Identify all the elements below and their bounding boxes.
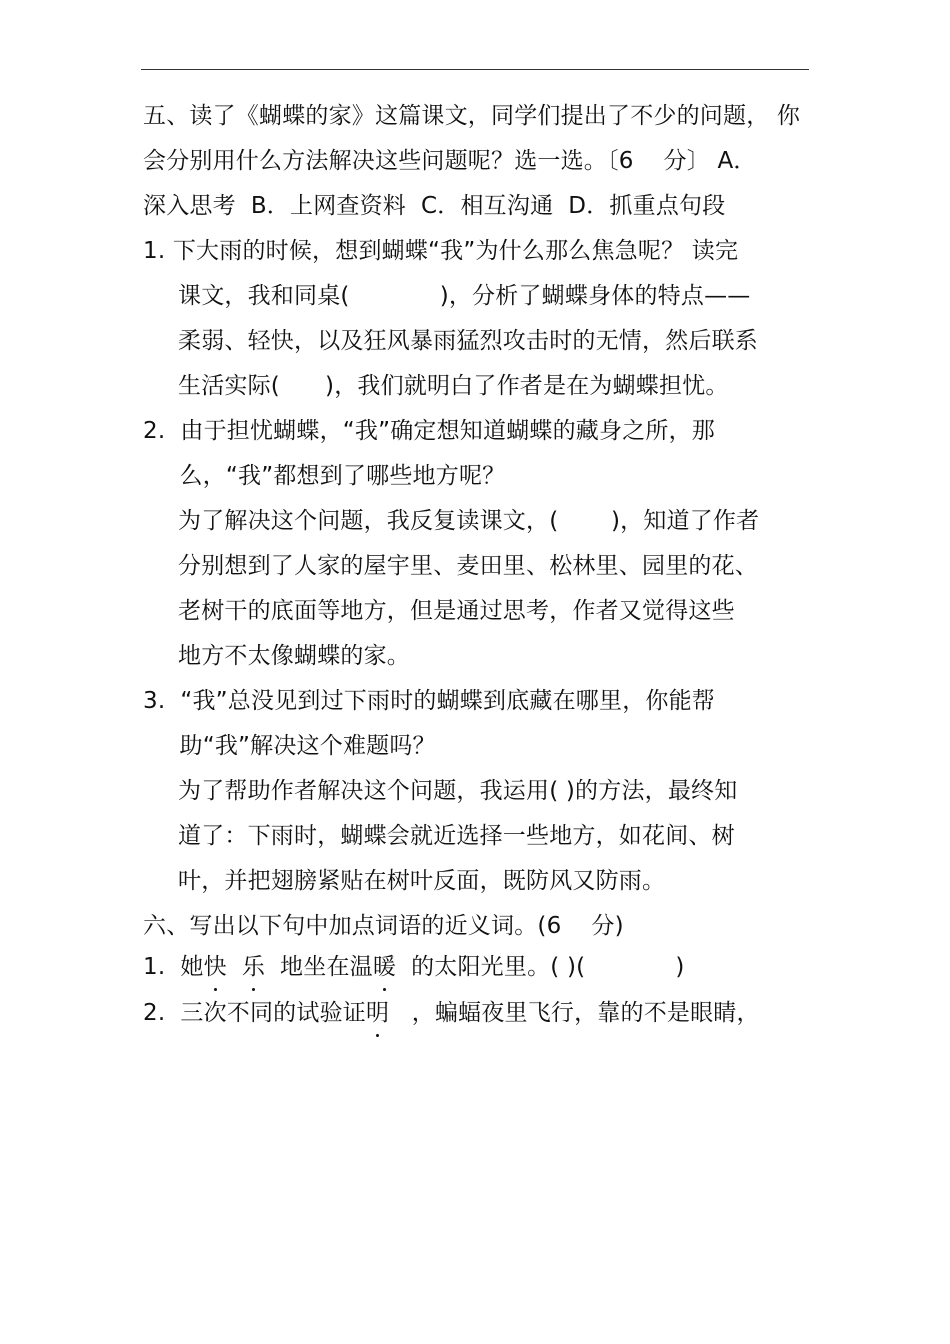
q1-line-1: 1. 下大雨的时候，想到蝴蝶“我”为什么那么焦急呢？ 读完 (143, 238, 739, 264)
q2-line-6: 地方不太像蝴蝶的家。 (178, 643, 410, 669)
s6-q1-suffix: 的太阳光里。( )( ) (396, 954, 685, 980)
q2-line-1: 2. 由于担忧蝴蝶，“我”确定想知道蝴蝶的藏身之所，那 (143, 418, 715, 444)
q3-line-3: 为了帮助作者解决这个问题，我运用( )的方法，最终知 (178, 778, 738, 804)
q3-line-4: 道了：下雨时，蝴蝶会就近选择一些地方，如花间、树 (178, 823, 735, 849)
section5-line-2: 会分别用什么方法解决这些问题呢？选一选。〔6 分〕 A． (143, 148, 757, 174)
dotted-char-kuai: 快 (203, 954, 227, 980)
q3-line-1: 3. “我”总没见到过下雨时的蝴蝶到底藏在哪里，你能帮 (143, 688, 715, 714)
s6-q1-gap (227, 954, 242, 980)
q1-line-4: 生活实际( )，我们就明白了作者是在为蝴蝶担忧。 (178, 373, 729, 399)
q3-line-5: 叶，并把翅膀紧贴在树叶反面，既防风又防雨。 (178, 868, 666, 894)
s6-q1-prefix: 1. 她 (143, 954, 204, 980)
q3-line-2: 助“我”解决这个难题吗？ (172, 733, 436, 759)
section5-line-1: 五、读了《蝴蝶的家》这篇课文，同学们提出了不少的问题， 你 (143, 103, 801, 129)
dotted-char-nuan: 暖 (372, 954, 397, 980)
q2-line-3: 为了解决这个问题，我反复读课文，( )，知道了作者 (178, 508, 760, 534)
q2-line-2: 么，“我”都想到了哪些地方呢？ (172, 463, 506, 489)
s6-q2-prefix: 2. 三次不同的试验证 (143, 1000, 366, 1026)
dotted-char-ming: 明 (365, 1000, 390, 1026)
header-rule (141, 69, 809, 70)
s6-q1-mid: 地坐在温 (265, 954, 373, 980)
section5-line-3: 深入思考 B．上网查资料 C．相互沟通 D．抓重点句段 (143, 193, 726, 219)
q2-line-4: 分别想到了人家的屋宇里、麦田里、松林里、园里的花、 (178, 553, 758, 579)
s6-q2-line (143, 998, 760, 1028)
section6-title: 六、写出以下句中加点词语的近义词。(6 分) (143, 913, 624, 939)
s6-q2-suffix: ，蝙蝠夜里飞行，靠的不是眼睛， (389, 1000, 760, 1026)
s6-q1-line (143, 952, 685, 982)
dotted-char-le: 乐 (241, 954, 266, 980)
q1-line-2: 课文，我和同桌( )，分析了蝴蝶身体的特点—— (178, 283, 751, 309)
q2-line-5: 老树干的底面等地方，但是通过思考，作者又觉得这些 (178, 598, 735, 624)
q1-line-3: 柔弱、轻快，以及狂风暴雨猛烈攻击时的无情，然后联系 (178, 328, 758, 354)
